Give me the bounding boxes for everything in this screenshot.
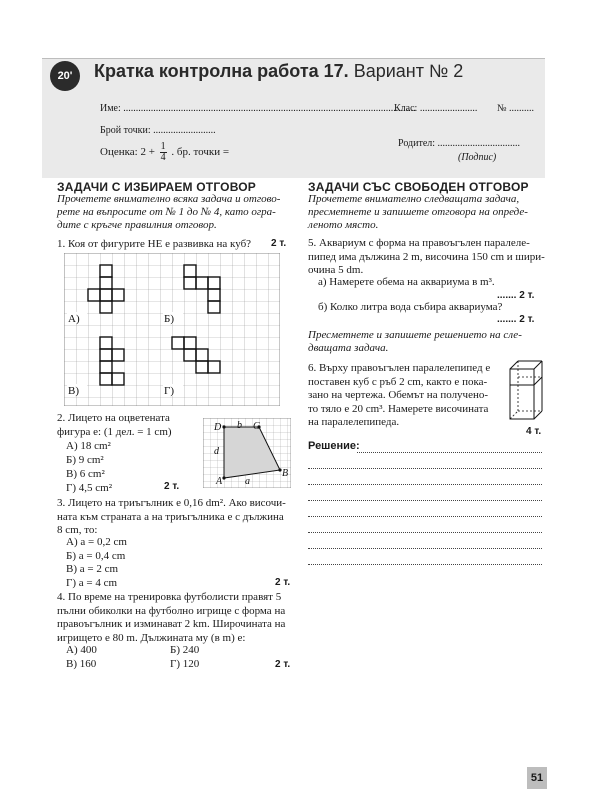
- points-field[interactable]: Брой точки: .........................: [100, 125, 216, 136]
- q2-option[interactable]: Б) 9 cm²: [66, 454, 104, 466]
- solution-line[interactable]: [308, 499, 542, 501]
- q3-points: 2 т.: [275, 577, 291, 588]
- q3-option[interactable]: В) a = 2 cm: [66, 563, 119, 575]
- left-instructions: Прочетете внимателно всяка задача и отгово- рете на въпросите от № 1 до № 4, като огра- дите с кръгче правилния отговор.: [57, 193, 281, 231]
- solution-line[interactable]: [308, 531, 542, 533]
- grade-prefix: Оценка: 2 +: [100, 146, 155, 159]
- prism-front: [510, 369, 534, 419]
- title-variant: Вариант № 2: [353, 61, 464, 81]
- name-field[interactable]: Име: .....................................................................................................................: [100, 103, 416, 114]
- q6-points: 4 т.: [526, 426, 542, 437]
- q1-points: 2 т.: [271, 238, 287, 249]
- solution-line[interactable]: [308, 563, 542, 565]
- right-section-title: ЗАДАЧИ СЪС СВОБОДЕН ОТГОВОР: [308, 180, 529, 194]
- q5a-text: а) Намерете обема на аквариума в m³.: [318, 276, 495, 288]
- title-main: Кратка контролна работа 17.: [94, 61, 349, 81]
- grade-num: 1: [160, 141, 166, 152]
- q4-option[interactable]: Г) 120: [170, 658, 200, 670]
- q3-option[interactable]: Г) a = 4 cm: [66, 576, 118, 589]
- solution-line[interactable]: [357, 451, 542, 453]
- label-c: В): [68, 385, 79, 397]
- q1-grid-figure: [64, 253, 280, 406]
- label-B: B: [282, 468, 289, 479]
- q4-option[interactable]: В) 160: [66, 658, 97, 670]
- label-A: A: [216, 476, 223, 487]
- solution-line[interactable]: [308, 515, 542, 517]
- label-b-side: b: [237, 420, 242, 431]
- q2-option[interactable]: В) 6 cm²: [66, 468, 105, 480]
- parent-field[interactable]: Родител: .................................: [398, 138, 521, 149]
- q2-points: 2 т.: [164, 481, 180, 492]
- q3-text: 3. Лицето на триъгълник е 0,16 dm². Ако височи- ната към страната a на триъгълника е с дължина 8 cm, то:: [57, 497, 286, 536]
- q2-trapezoid-figure: [203, 418, 291, 488]
- solution-line[interactable]: [308, 547, 542, 549]
- grade-formula: [100, 142, 229, 163]
- right-instructions: Прочетете внимателно следващата задача, пресметнете и запишете отговора на опреде- леното място.: [308, 193, 528, 231]
- q2-options: [66, 439, 112, 495]
- q2-option[interactable]: Г) 4,5 cm²: [66, 482, 113, 494]
- q2-option[interactable]: А) 18 cm²: [66, 440, 111, 452]
- q6-text: 6. Върху правоъгълен паралелепипед е поставен куб с ръб 2 cm, както е пока- зано на чертежа. Обемът на полученo- то тяло е 20 cm³. Намерете височината на паралелепипеда.: [308, 362, 491, 428]
- q5a-answer-line[interactable]: ....... 2 т.: [497, 290, 535, 301]
- q5-text: 5. Аквариум с форма на правоъгълен паралеле- пипед има дължина 2 m, височина 150 cm и шири- очина 5 dm.: [308, 237, 545, 276]
- label-D: D: [214, 422, 222, 433]
- q5b-answer-line[interactable]: ....... 2 т.: [497, 314, 535, 325]
- right-instructions-2: Пресметнете и запишете решението на сле- дващата задача.: [308, 329, 522, 354]
- left-section-title: ЗАДАЧИ С ИЗБИРАЕМ ОТГОВОР: [57, 180, 257, 194]
- solution-label: Решение:: [308, 440, 360, 452]
- grid-background: [64, 253, 280, 406]
- q4-option[interactable]: Б) 240: [170, 644, 200, 656]
- grade-fraction: [160, 142, 167, 163]
- q1-text: 1. Коя от фигурите НЕ е развивка на куб?: [57, 238, 252, 250]
- timer-icon: 20': [50, 61, 80, 91]
- label-a-side: a: [245, 476, 250, 487]
- grade-suffix: . бр. точки =: [171, 146, 230, 159]
- solution-line[interactable]: [308, 467, 542, 469]
- q4-text: 4. По време на тренировка футболисти правят 5 пълни обиколки на футболно игрище с форма на правоъгълник и изминават 2 km. Широчината на игрището е 80 m. Дължината му (в m) е:: [57, 591, 286, 644]
- q5b-text: б) Колко литра вода събира аквариума?: [318, 301, 503, 313]
- label-d: Г): [164, 385, 175, 397]
- label-b: Б): [164, 313, 174, 325]
- q4-points: 2 т.: [275, 659, 291, 670]
- q2-text: 2. Лицето на оцветената фигура е: (1 дел. = 1 cm): [57, 412, 172, 438]
- label-C: C: [253, 421, 260, 432]
- solution-line[interactable]: [308, 483, 542, 485]
- q3-option[interactable]: Б) a = 0,4 cm: [66, 549, 126, 562]
- number-field[interactable]: № ..........: [497, 103, 535, 114]
- class-field[interactable]: Клас: .......................: [394, 103, 478, 114]
- q6-prism-figure: [506, 359, 546, 423]
- q4-option[interactable]: А) 400: [66, 644, 97, 656]
- label-a: А): [68, 313, 80, 325]
- grade-den: 4: [160, 152, 166, 163]
- q3-options: [66, 536, 127, 590]
- q3-option[interactable]: А) a = 0,2 cm: [66, 536, 127, 548]
- page-number: 51: [527, 767, 547, 789]
- page-title: [94, 61, 463, 82]
- label-d-side: d: [214, 446, 219, 457]
- signature-label: (Подпис): [458, 152, 497, 163]
